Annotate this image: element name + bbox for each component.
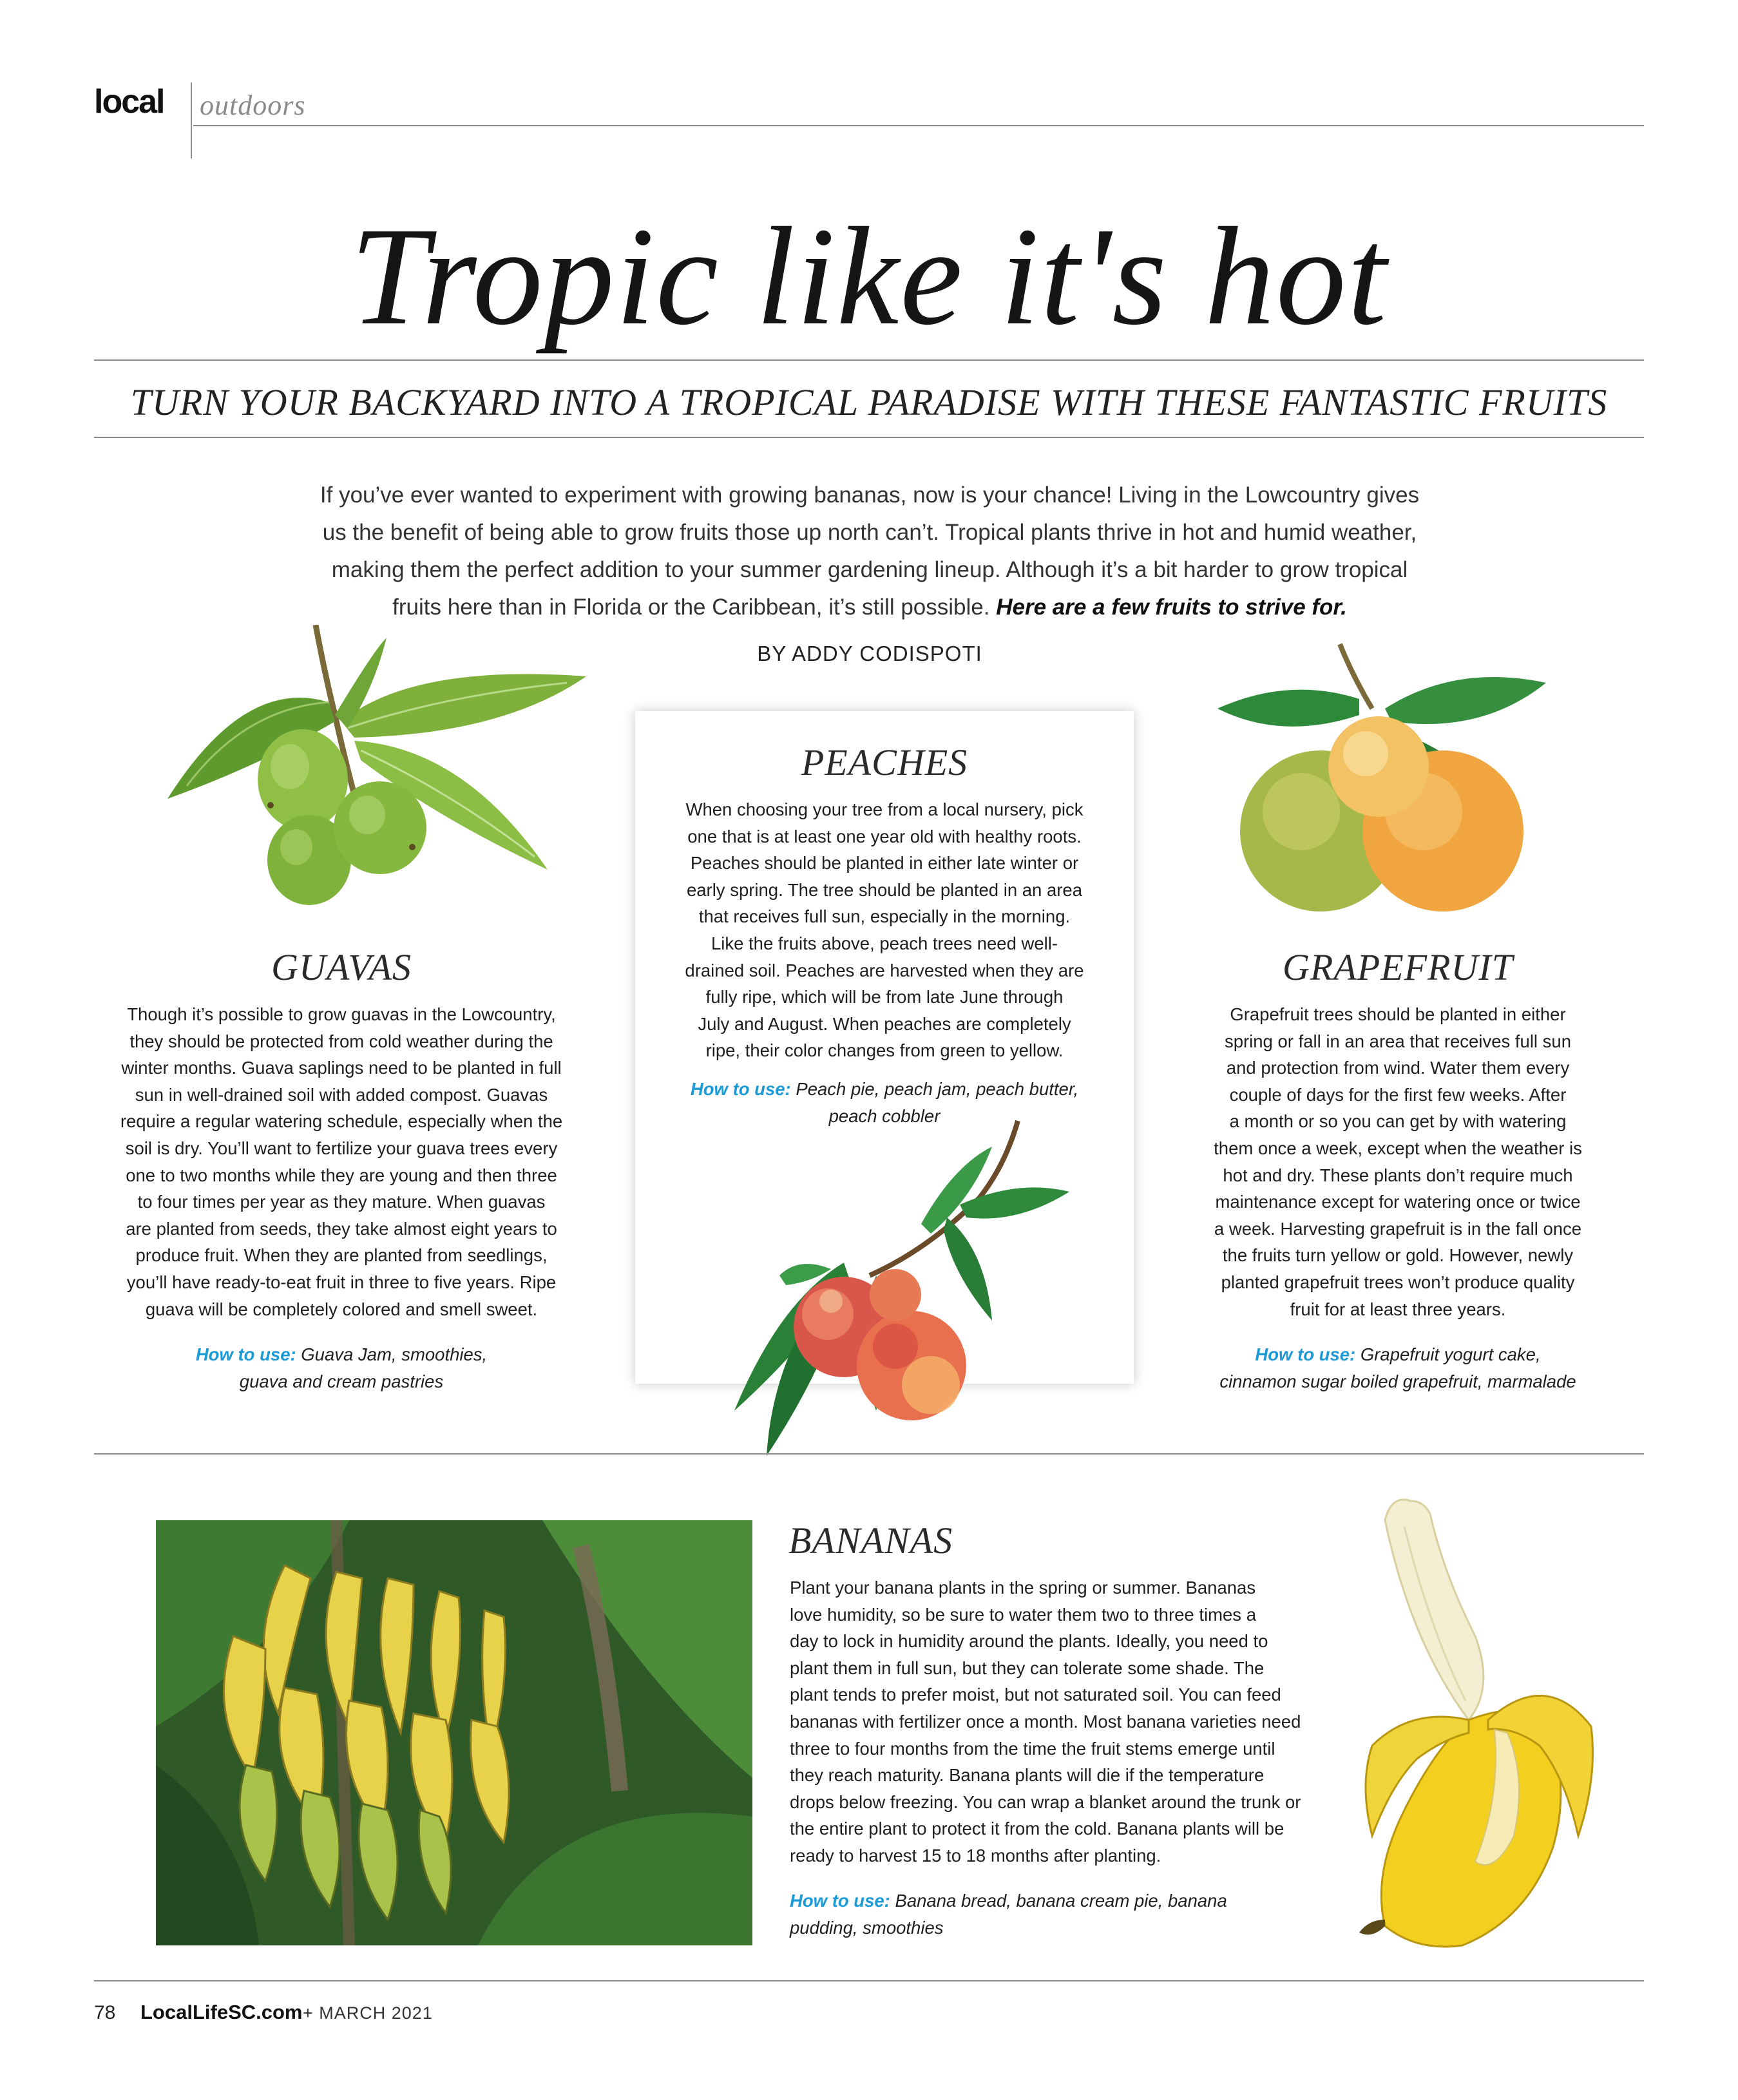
banana-bunch-photo	[156, 1520, 752, 1945]
body-line: couple of days for the first few weeks. After	[1229, 1084, 1567, 1105]
body-line: a month or so you can get by with watering	[1229, 1111, 1567, 1132]
footer-rule	[94, 1980, 1644, 1981]
page-number: 78	[94, 2002, 116, 2023]
body-line: Like the fruits above, peach trees need well-	[711, 933, 1058, 953]
body-line: early spring. The tree should be planted in an area	[686, 879, 1083, 900]
body-line: winter months. Guava saplings need to be planted in full	[121, 1058, 562, 1078]
body-line: maintenance except for watering once or twice	[1215, 1192, 1581, 1212]
body-line: require a regular watering schedule, especially when the	[120, 1111, 563, 1132]
bananas-body	[790, 1574, 1370, 1869]
body-line: are planted from seeds, they take almost eight years to	[126, 1218, 557, 1239]
how-to-line: guava and cream pastries	[239, 1371, 444, 1391]
peaches-title: PEACHES	[801, 741, 968, 783]
body-line: hot and dry. These plants don’t require much	[1223, 1165, 1573, 1185]
guavas-title: GUAVAS	[271, 946, 412, 988]
how-to-label: How to use:	[690, 1079, 791, 1099]
title-rule-bottom	[94, 437, 1644, 438]
guava-branch-photo	[142, 625, 593, 921]
body-line: Plant your banana plants in the spring or summer. Bananas	[790, 1578, 1256, 1598]
grapefruit-how-to: How to use: Grapefruit yogurt cake, cinnamon sugar boiled grapefruit, marmalade	[1160, 1341, 1636, 1395]
peach-branch-photo	[683, 1108, 1108, 1469]
intro-line: us the benefit of being able to grow fruits those up north can’t. Tropical plants thrive in hot and humid weather,	[322, 520, 1417, 545]
intro-line: If you’ve ever wanted to experiment with growing bananas, now is your chance! Living in the Lowcountry gives	[320, 482, 1420, 508]
body-line: fruit for at least three years.	[1290, 1299, 1506, 1319]
body-line: that receives full sun, especially in the morning.	[698, 906, 1071, 927]
body-line: spring or fall in an area that receives full sun	[1224, 1031, 1572, 1051]
body-line: sun in well-drained soil with added compost. Guavas	[135, 1084, 548, 1105]
how-to-line: cinnamon sugar boiled grapefruit, marmalade	[1219, 1371, 1576, 1391]
body-line: three to four months from the time the fruit stems emerge until	[790, 1738, 1275, 1759]
body-line: them once a week, except when the weather is	[1214, 1138, 1582, 1158]
body-line: one that is at least one year old with healthy roots.	[687, 826, 1082, 846]
body-line: and protection from wind. Water them every	[1226, 1058, 1570, 1078]
body-line: July and August. When peaches are completely	[698, 1013, 1071, 1034]
body-line: to four times per year as they mature. When guavas	[137, 1192, 546, 1212]
body-line: ripe, their color changes from green to yellow.	[705, 1040, 1064, 1061]
article-subtitle: TURN YOUR BACKYARD INTO A TROPICAL PARADISE WITH THESE FANTASTIC FRUITS	[130, 381, 1608, 423]
body-line: love humidity, so be sure to water them two to three times a	[790, 1604, 1256, 1625]
peeled-banana-photo	[1333, 1475, 1604, 1965]
intro-line: fruits here than in Florida or the Caribbean, it’s still possible. Here are a few fruits to strive for.	[392, 595, 1347, 620]
section-rule	[94, 1453, 1644, 1455]
body-line: drops below freezing. You can wrap a blanket around the trunk or	[790, 1791, 1301, 1812]
footer-issue-date: + MARCH 2021	[303, 2003, 433, 2023]
peaches-how-to: How to use: Peach pie, peach jam, peach butter, peach cobbler	[644, 1076, 1125, 1129]
bananas-how-to: How to use: Banana bread, banana cream pie, banana pudding, smoothies	[790, 1887, 1370, 1941]
article-title: Tropic like it's hot	[350, 199, 1388, 354]
footer-site-link[interactable]: LocalLifeSC.com	[140, 2001, 303, 2023]
how-to-label: How to use:	[195, 1344, 296, 1364]
intro-emphasis: Here are a few fruits to strive for.	[996, 595, 1347, 620]
grapefruit-title: GRAPEFRUIT	[1283, 946, 1513, 988]
body-line: ready to harvest 15 to 18 months after planting.	[790, 1845, 1161, 1866]
subsection-label: outdoors	[200, 90, 306, 121]
body-line: the fruits turn yellow or gold. However, newly	[1222, 1245, 1574, 1266]
body-line: they reach maturity. Banana plants will die if the temperature	[790, 1765, 1265, 1786]
body-line: produce fruit. When they are planted from seedlings,	[135, 1245, 548, 1266]
how-to-label: How to use:	[790, 1891, 890, 1911]
body-line: bananas with fertilizer once a month. Most banana varieties need	[790, 1711, 1301, 1732]
byline: BY ADDY CODISPOTI	[757, 642, 982, 665]
body-line: you’ll have ready-to-eat fruit in three to five years. Ripe	[126, 1272, 557, 1292]
intro-paragraph	[271, 477, 1469, 626]
bananas-title: BANANAS	[788, 1520, 953, 1561]
grapefruit-photo	[1211, 638, 1572, 934]
how-to-label: How to use:	[1255, 1344, 1356, 1364]
title-rule-top	[94, 359, 1644, 361]
body-line: soil is dry. You’ll want to fertilize your guava trees every	[125, 1138, 558, 1158]
intro-line: making them the perfect addition to your summer gardening lineup. Although it’s a bit harder to grow tropical	[331, 557, 1408, 582]
body-line: plant them in full sun, but they can tolerate some shade. The	[790, 1657, 1265, 1678]
body-line: the entire plant to protect it from the cold. Banana plants will be	[790, 1818, 1284, 1839]
body-line: day to lock in humidity around the plants. Ideally, you need to	[790, 1631, 1268, 1652]
peaches-body	[644, 796, 1125, 1064]
body-line: plant tends to prefer moist, but not saturated soil. You can feed	[790, 1685, 1281, 1705]
body-line: Though it’s possible to grow guavas in the Lowcountry,	[127, 1004, 556, 1024]
guavas-how-to: How to use: Guava Jam, smoothies, guava and cream pastries	[90, 1341, 593, 1395]
body-line: guava will be completely colored and smell sweet.	[145, 1299, 538, 1319]
guavas-body	[90, 1001, 593, 1322]
body-line: they should be protected from cold weather during the	[129, 1031, 553, 1051]
body-line: Grapefruit trees should be planted in either	[1230, 1004, 1566, 1024]
body-line: planted grapefruit trees won’t produce quality	[1221, 1272, 1575, 1292]
body-line: drained soil. Peaches are harvested when they are	[685, 960, 1084, 980]
section-divider	[191, 82, 192, 158]
body-line: a week. Harvesting grapefruit is in the fall once	[1214, 1218, 1582, 1239]
how-to-line: peach cobbler	[828, 1105, 941, 1126]
body-line: fully ripe, which will be from late June through	[705, 987, 1064, 1007]
grapefruit-body	[1160, 1001, 1636, 1322]
how-to-line: pudding, smoothies	[790, 1917, 944, 1938]
body-line: Peaches should be planted in either late winter or	[690, 853, 1079, 873]
body-line: When choosing your tree from a local nursery, pick	[685, 799, 1084, 819]
header-rule	[193, 125, 1644, 126]
section-label: local	[94, 83, 164, 120]
body-line: one to two months while they are young and then three	[126, 1165, 557, 1185]
